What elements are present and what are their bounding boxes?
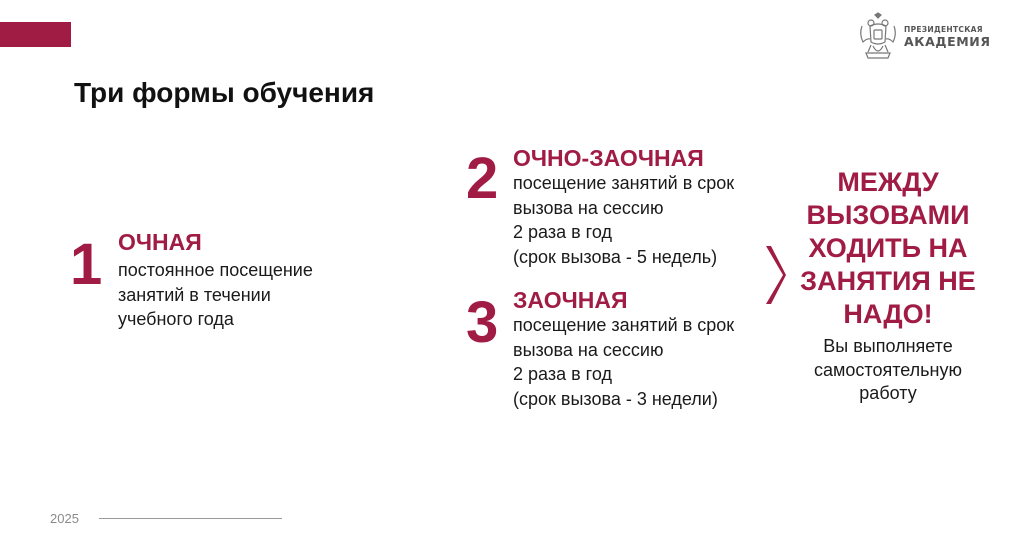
callout-headline-line: МЕЖДУ <box>837 167 939 197</box>
callout-subtext-line: самостоятельную <box>814 359 962 380</box>
form-number: 2 <box>466 146 499 211</box>
description-line: посещение занятий в срок <box>513 315 735 336</box>
callout-subtext-line: Вы выполняете <box>823 336 953 356</box>
form-description <box>513 313 783 411</box>
chevron-right-icon <box>764 244 786 306</box>
description-line: (срок вызова - 3 недели) <box>513 388 718 409</box>
callout-headline-line: ХОДИТЬ НА <box>808 233 968 263</box>
description-line: занятий в течении <box>118 284 271 305</box>
form-name: ЗАОЧНАЯ <box>513 287 628 313</box>
description-line: вызова на сессию <box>513 339 664 360</box>
footer-year: 2025 <box>50 511 79 526</box>
description-line: 2 раза в год <box>513 222 612 243</box>
callout-headline <box>790 166 986 331</box>
callout-subtext-line: работу <box>859 383 917 403</box>
description-line: учебного года <box>118 309 234 330</box>
form-number: 3 <box>466 290 499 355</box>
description-line: 2 раза в год <box>513 364 612 385</box>
logo-line-2: АКАДЕМИЯ <box>904 33 991 49</box>
description-line: (срок вызова - 5 недель) <box>513 246 718 267</box>
form-description <box>118 258 378 332</box>
description-line: постоянное посещение <box>118 260 313 281</box>
header-accent-bar <box>0 22 71 47</box>
form-number: 1 <box>70 232 103 297</box>
callout-headline-line: ВЫЗОВАМИ <box>806 200 970 230</box>
footer-divider <box>99 518 282 519</box>
logo-line-1: ПРЕЗИДЕНТСКАЯ <box>904 25 983 34</box>
callout-headline-line: ЗАНЯТИЯ НЕ <box>800 266 976 296</box>
callout-headline-line: НАДО! <box>843 299 933 329</box>
callout-subtext <box>790 335 986 406</box>
logo-text <box>904 26 991 48</box>
form-description <box>513 171 783 269</box>
academy-logo <box>858 12 991 62</box>
callout-box <box>790 166 986 406</box>
slide-title: Три формы обучения <box>74 77 375 108</box>
double-headed-eagle-emblem-icon <box>858 12 898 62</box>
form-name: ОЧНО-ЗАОЧНАЯ <box>513 145 704 171</box>
description-line: вызова на сессию <box>513 197 664 218</box>
form-name: ОЧНАЯ <box>118 229 202 255</box>
description-line: посещение занятий в срок <box>513 173 735 194</box>
